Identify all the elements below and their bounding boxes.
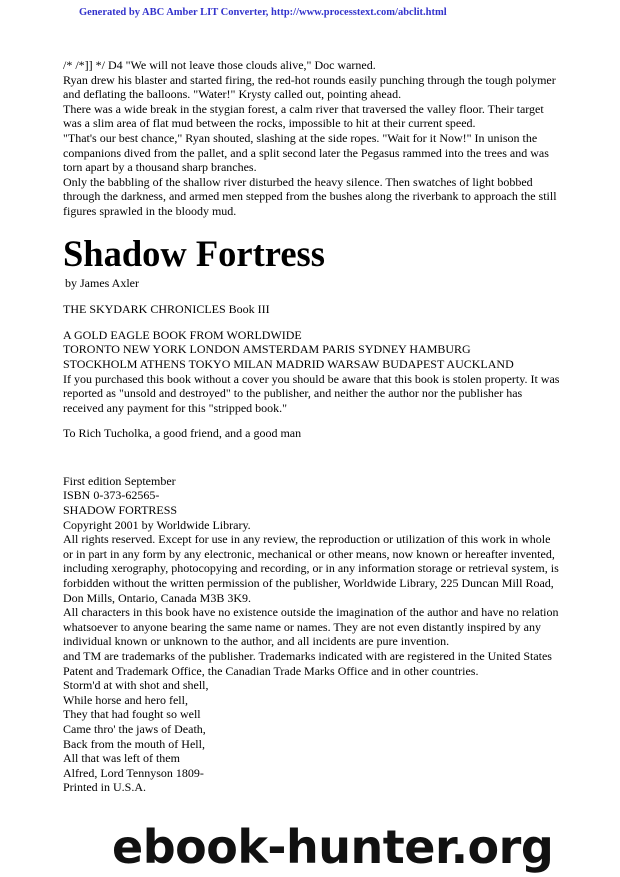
poem-block <box>63 678 563 795</box>
edition-line: First edition September <box>63 473 176 488</box>
poem-line: All that was left of them <box>63 751 180 766</box>
isbn-line: ISBN 0-373-62565- <box>63 488 160 503</box>
intro-paragraph: There was a wide break in the stygian forest, a calm river that traversed the valley floor. Their target was a slim area of flat mud between the rocks, impossible to hit at their current speed. <box>63 101 544 131</box>
stripped-book-notice: If you purchased this book without a cover you should be aware that this book is stolen property. It was reported as "unsold and destroyed" to the publisher, and neither the author nor the publisher has received any payment for this "stripped book." <box>63 371 560 415</box>
document-body <box>63 58 563 795</box>
author-line: by James Axler <box>65 275 139 290</box>
publisher-line: STOCKHOLM ATHENS TOKYO MILAN MADRID WARSAW BUDAPEST AUCKLAND <box>63 356 514 371</box>
printed-in-line: Printed in U.S.A. <box>63 780 147 795</box>
poem-line: Storm'd at with shot and shell, <box>63 678 209 693</box>
watermark-text: ebook-hunter.org <box>112 820 554 874</box>
intro-paragraph: "That's our best chance," Ryan shouted, slashing at the side ropes. "Wait for it Now!" In unison the companions dived from the pallet, and a split second later the Pegasus rammed into the trees and was torn apart by a thousand sharp branches. <box>63 130 549 175</box>
publisher-line: TORONTO NEW YORK LONDON AMSTERDAM PARIS SYDNEY HAMBURG <box>63 342 471 357</box>
intro-paragraph: Only the babbling of the shallow river disturbed the heavy silence. Then swatches of light bobbed through the darkness, and armed men stepped from the bushes along the riverbank to approach the still figures sprawled in the bloody mud. <box>63 174 557 218</box>
intro-excerpt <box>63 58 563 219</box>
title-caps-line: SHADOW FORTRESS <box>63 503 178 518</box>
poem-attribution: Alfred, Lord Tennyson 1809- <box>63 765 204 780</box>
intro-paragraph: Ryan drew his blaster and started firing, the red-hot rounds easily punching through the tough polymer and deflating the balloons. "Water!" Krysty called out, pointing ahead. <box>63 72 556 102</box>
poem-line: They that had fought so well <box>63 707 201 722</box>
fiction-disclaimer-paragraph: All characters in this book have no existence outside the imagination of the author and have no relation whatsoever to anyone bearing the same name or names. They are not even distantly inspired by any individual known or unknown to the author, and all incidents are pure invention. <box>63 605 559 649</box>
series-line: THE SKYDARK CHRONICLES Book III <box>63 302 270 317</box>
publisher-line: A GOLD EAGLE BOOK FROM WORLDWIDE <box>63 327 302 342</box>
rights-reserved-paragraph: All rights reserved. Except for use in any review, the reproduction or utilization of this work in whole or in part in any form by any electronic, mechanical or other means, now known or hereafter invented, including xerography, photocopying and recording, or in any information storage or retrieval system, is forbidden without the written permission of the publisher, Worldwide Library, 225 Duncan Mill Road, Don Mills, Ontario, Canada M3B 3K9. <box>63 532 559 605</box>
dedication: To Rich Tucholka, a good friend, and a good man <box>63 426 302 441</box>
converter-link[interactable]: Generated by ABC Amber LIT Converter, http://www.processtext.com/abclit.html <box>79 7 447 18</box>
intro-paragraph: /* /*]] */ D4 "We will not leave those clouds alive," Doc warned. <box>63 58 376 72</box>
trademark-paragraph: and TM are trademarks of the publisher. Trademarks indicated with are registered in the United States Patent and Trademark Office, the Canadian Trade Marks Office and in other countries. <box>63 649 552 678</box>
poem-line: Back from the mouth of Hell, <box>63 736 205 751</box>
book-title: Shadow Fortress <box>63 232 325 274</box>
publisher-block <box>63 328 563 416</box>
poem-line: Came thro' the jaws of Death, <box>63 721 206 736</box>
copyright-line: Copyright 2001 by Worldwide Library. <box>63 517 251 532</box>
poem-line: While horse and hero fell, <box>63 692 188 707</box>
copyright-block <box>63 474 563 678</box>
